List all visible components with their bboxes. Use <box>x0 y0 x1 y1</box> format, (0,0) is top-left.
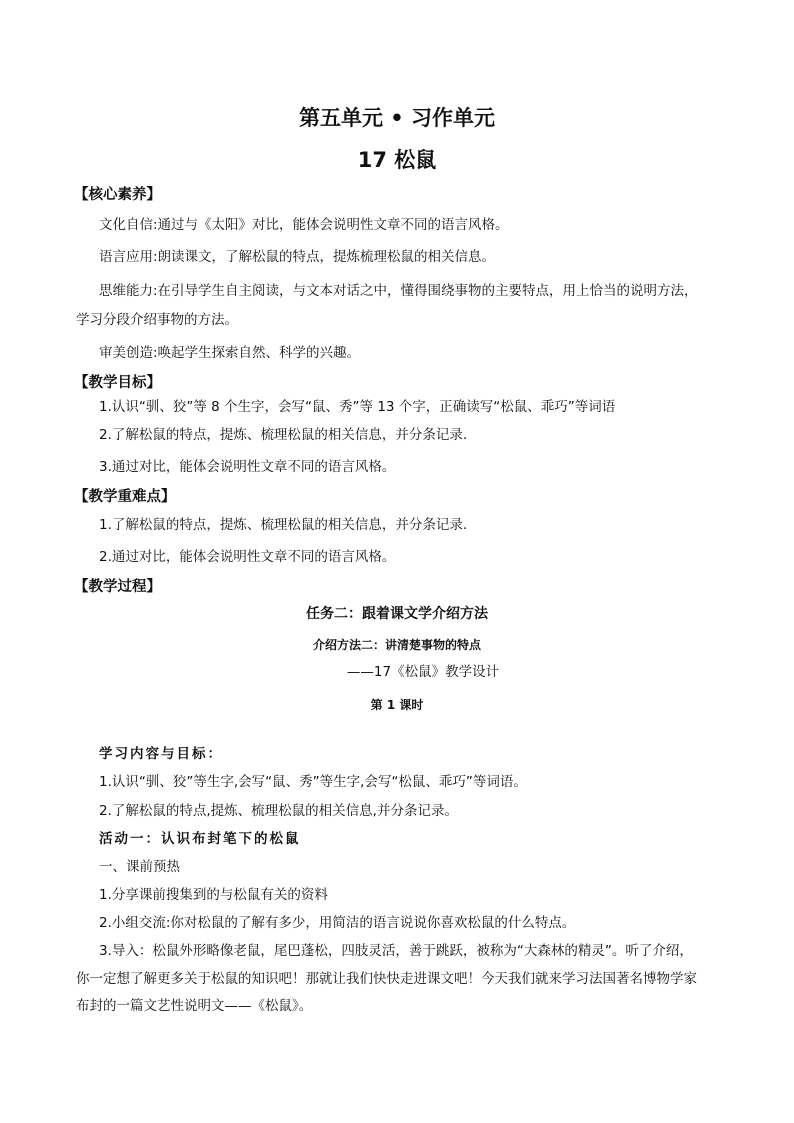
learning-item-2: 2.了解松鼠的特点,提炼、梳理松鼠的相关信息,并分条记录。 <box>99 803 458 819</box>
goal-item-3: 3.通过对比，能体会说明性文章不同的语言风格。 <box>99 459 396 475</box>
step-3-line1: 3.导入：松鼠外形略像老鼠，尾巴蓬松，四肢灵活，善于跳跃，被称为“大森林的精灵”。听了介绍， <box>99 943 693 959</box>
core-language: 语言应用:朗读课文，了解松鼠的特点，提炼梳理松鼠的相关信息。 <box>99 249 496 265</box>
learning-item-1: 1.认识“驯、狡”等生字,会写“鼠、秀”等生字,会写“松鼠、乖巧”等词语。 <box>99 774 527 790</box>
core-culture: 文化自信:通过与《太阳》对比，能体会说明性文章不同的语言风格。 <box>99 217 509 233</box>
step-3-line2: 你一定想了解更多关于松鼠的知识吧！那就让我们快快走进课文吧！今天我们就来学习法国著名博物学家 <box>76 971 697 987</box>
step-1: 1.分享课前搜集到的与松鼠有关的资料 <box>99 887 328 903</box>
core-thinking-line2: 学习分段介绍事物的方法。 <box>76 312 238 328</box>
activity-title: 活动一：认识布封笔下的松鼠 <box>99 831 301 847</box>
goal-item-1: 1.认识“驯、狡”等 8 个生字，会写“鼠、秀”等 13 个字，正确读写“松鼠、乖巧”等词语 <box>99 399 616 415</box>
key-point-1: 1.了解松鼠的特点，提炼、梳理松鼠的相关信息，并分条记录. <box>99 517 468 533</box>
step-3-line3: 布封的一篇文艺性说明文——《松鼠》。 <box>76 998 313 1014</box>
goal-item-2: 2.了解松鼠的特点，提炼、梳理松鼠的相关信息，并分条记录. <box>99 427 468 443</box>
period-title: 第 1 课时 <box>370 698 424 712</box>
task-title: 任务二：跟着课文学介绍方法 <box>306 606 488 622</box>
core-aesthetic: 审美创造:唤起学生探索自然、科学的兴趣。 <box>99 345 361 361</box>
preview-heading: 一、课前预热 <box>99 859 180 875</box>
step-2: 2.小组交流:你对松鼠的了解有多少，用简洁的语言说说你喜欢松鼠的什么特点。 <box>99 915 576 931</box>
key-point-2: 2.通过对比，能体会说明性文章不同的语言风格。 <box>99 549 396 565</box>
process-heading: 【教学过程】 <box>74 579 161 595</box>
lesson-title: 17 松鼠 <box>357 148 437 172</box>
core-heading: 【核心素养】 <box>74 187 161 203</box>
goals-heading: 【教学目标】 <box>74 375 161 391</box>
method-title: 介绍方法二：讲清楚事物的特点 <box>312 638 481 652</box>
core-thinking-line1: 思维能力:在引导学生自主阅读，与文本对话之中，懂得围绕事物的主要特点，用上恰当的说明方法， <box>99 283 698 299</box>
key-points-heading: 【教学重难点】 <box>74 489 176 505</box>
learning-heading: 学习内容与目标： <box>99 746 223 762</box>
design-subtitle: ——17《松鼠》教学设计 <box>346 664 500 680</box>
unit-title: 第五单元 • 习作单元 <box>298 106 496 130</box>
